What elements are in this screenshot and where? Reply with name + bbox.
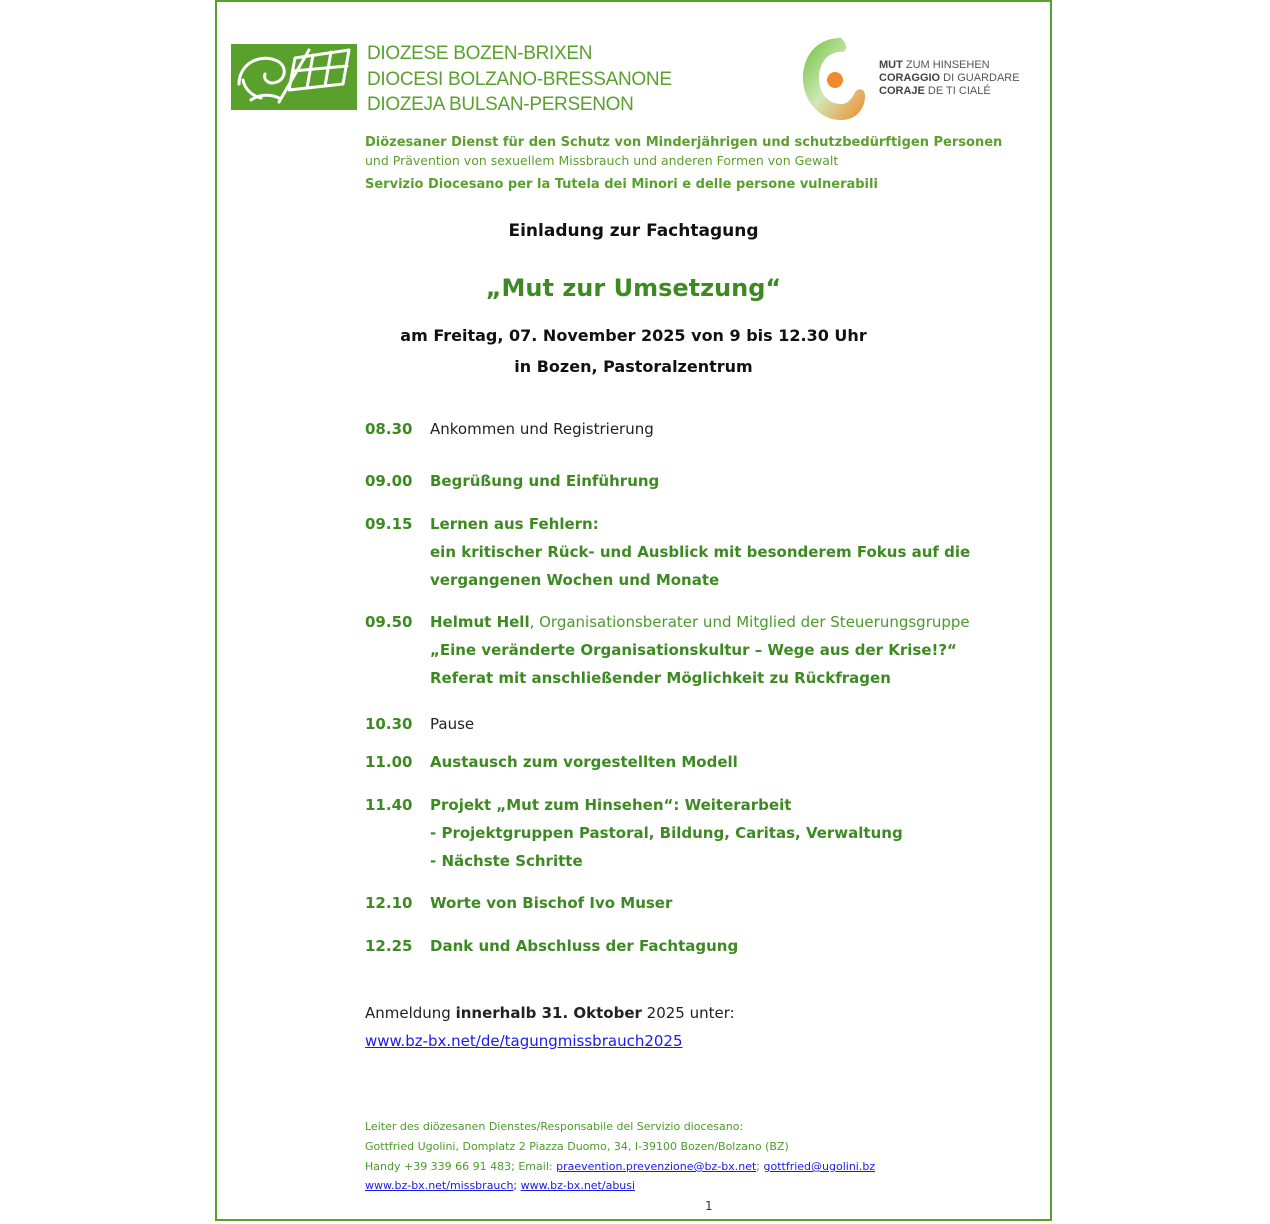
document-page: [215, 0, 1052, 1221]
invitation-heading: Einladung zur Fachtagung: [508, 221, 759, 241]
speaker-name: Helmut Hell: [430, 613, 530, 631]
footer-email2-link[interactable]: gottfried@ugolini.bz: [763, 1160, 876, 1173]
footer-line-4: [365, 1179, 635, 1192]
event-title: „Mut zur Umsetzung“: [485, 274, 782, 302]
footer-email-link[interactable]: praevention.prevenzione@bz-bx.net: [556, 1160, 757, 1173]
agenda-time: 12.25: [365, 937, 413, 955]
service-name-de-1: Diözesaner Dienst für den Schutz von Minderjährigen und schutzbedürftigen Personen: [365, 135, 1003, 150]
mut-logo-bold-2: CORAGGIO: [879, 72, 941, 84]
agenda-text: Dank und Abschluss der Fachtagung: [430, 937, 739, 955]
agenda-subline: Referat mit anschließender Möglichkeit zu Rückfragen: [430, 669, 891, 687]
service-name-it: Servizio Diocesano per la Tutela dei Minori e delle persone vulnerabili: [365, 177, 878, 192]
agenda-text: Worte von Bischof Ivo Muser: [430, 894, 673, 912]
mut-logo-rest-2: DI GUARDARE: [940, 72, 1020, 84]
diocese-names: [367, 41, 672, 118]
service-name-de-2: und Prävention von sexuellem Missbrauch und anderen Formen von Gewalt: [365, 153, 839, 168]
mut-logo-text: [879, 59, 1020, 98]
registration-deadline: innerhalb 31. Oktober: [455, 1004, 642, 1022]
footer-web-link-it[interactable]: www.bz-bx.net/abusi: [520, 1179, 636, 1192]
lamb-flag-icon: [231, 44, 357, 110]
agenda-time: 09.15: [365, 515, 413, 533]
footer-line-1: Leiter des diözesanen Dienstes/Responsabile del Servizio diocesano:: [365, 1120, 744, 1133]
footer-separator: ;: [513, 1179, 521, 1192]
registration-text: [365, 1004, 735, 1022]
agenda-text: Austausch zum vorgestellten Modell: [430, 753, 738, 771]
agenda-time: 12.10: [365, 894, 413, 912]
registration-prefix: Anmeldung: [365, 1004, 456, 1022]
agenda-text: Begrüßung und Einführung: [430, 472, 660, 490]
agenda-text: Ankommen und Registrierung: [430, 420, 654, 438]
agenda-text: Pause: [430, 715, 475, 733]
footer-phone: Handy +39 339 66 91 483; Email:: [365, 1160, 557, 1173]
speaker-role: , Organisationsberater und Mitglied der Steuerungsgruppe: [529, 613, 970, 631]
mut-logo-bold-1: MUT: [879, 59, 903, 71]
registration-link-row: [365, 1032, 683, 1050]
agenda-time: 09.50: [365, 613, 413, 631]
mut-zum-hinsehen-logo: [801, 34, 867, 124]
footer-separator: ;: [756, 1160, 764, 1173]
mut-logo-rest-1: ZUM HINSEHEN: [902, 59, 990, 71]
mut-logo-rest-3: DE TI CIALÉ: [924, 85, 991, 97]
footer-line-2: Gottfried Ugolini, Domplatz 2 Piazza Duomo, 34, I-39100 Bozen/Bolzano (BZ): [365, 1140, 789, 1153]
footer-web-link-de[interactable]: www.bz-bx.net/missbrauch: [365, 1179, 514, 1192]
agenda-time: 09.00: [365, 472, 413, 490]
agenda-text: Lernen aus Fehlern:: [430, 515, 599, 533]
agenda-subline: - Projektgruppen Pastoral, Bildung, Caritas, Verwaltung: [430, 824, 903, 842]
event-date: am Freitag, 07. November 2025 von 9 bis 12.30 Uhr: [400, 326, 867, 345]
agenda-time: 10.30: [365, 715, 413, 733]
footer-line-3: [365, 1160, 875, 1173]
agenda-subline: vergangenen Wochen und Monate: [430, 571, 720, 589]
ring-logo-icon: [801, 34, 867, 124]
agenda-speaker: [430, 613, 970, 631]
agenda-subline: ein kritischer Rück- und Ausblick mit besonderem Fokus auf die: [430, 543, 971, 561]
registration-suffix: 2025 unter:: [641, 1004, 735, 1022]
diocese-name-de: DIOZESE BOZEN-BRIXEN: [367, 43, 593, 64]
agenda-subline: „Eine veränderte Organisationskultur – Wege aus der Krise!?“: [430, 641, 957, 659]
agenda-time: 11.40: [365, 796, 413, 814]
agenda-time: 11.00: [365, 753, 413, 771]
registration-link[interactable]: www.bz-bx.net/de/tagungmissbrauch2025: [365, 1032, 683, 1050]
diocese-name-lad: DIOZEJA BULSAN-PERSENON: [367, 94, 634, 115]
agenda-subline: - Nächste Schritte: [430, 852, 583, 870]
mut-logo-bold-3: CORAJE: [879, 85, 925, 97]
agenda-text: Projekt „Mut zum Hinsehen“: Weiterarbeit: [430, 796, 792, 814]
diocese-logo: [231, 44, 357, 110]
diocese-name-it: DIOCESI BOLZANO-BRESSANONE: [367, 68, 672, 90]
event-place: in Bozen, Pastoralzentrum: [514, 357, 753, 376]
page-number: 1: [705, 1199, 713, 1213]
agenda-time: 08.30: [365, 420, 413, 438]
